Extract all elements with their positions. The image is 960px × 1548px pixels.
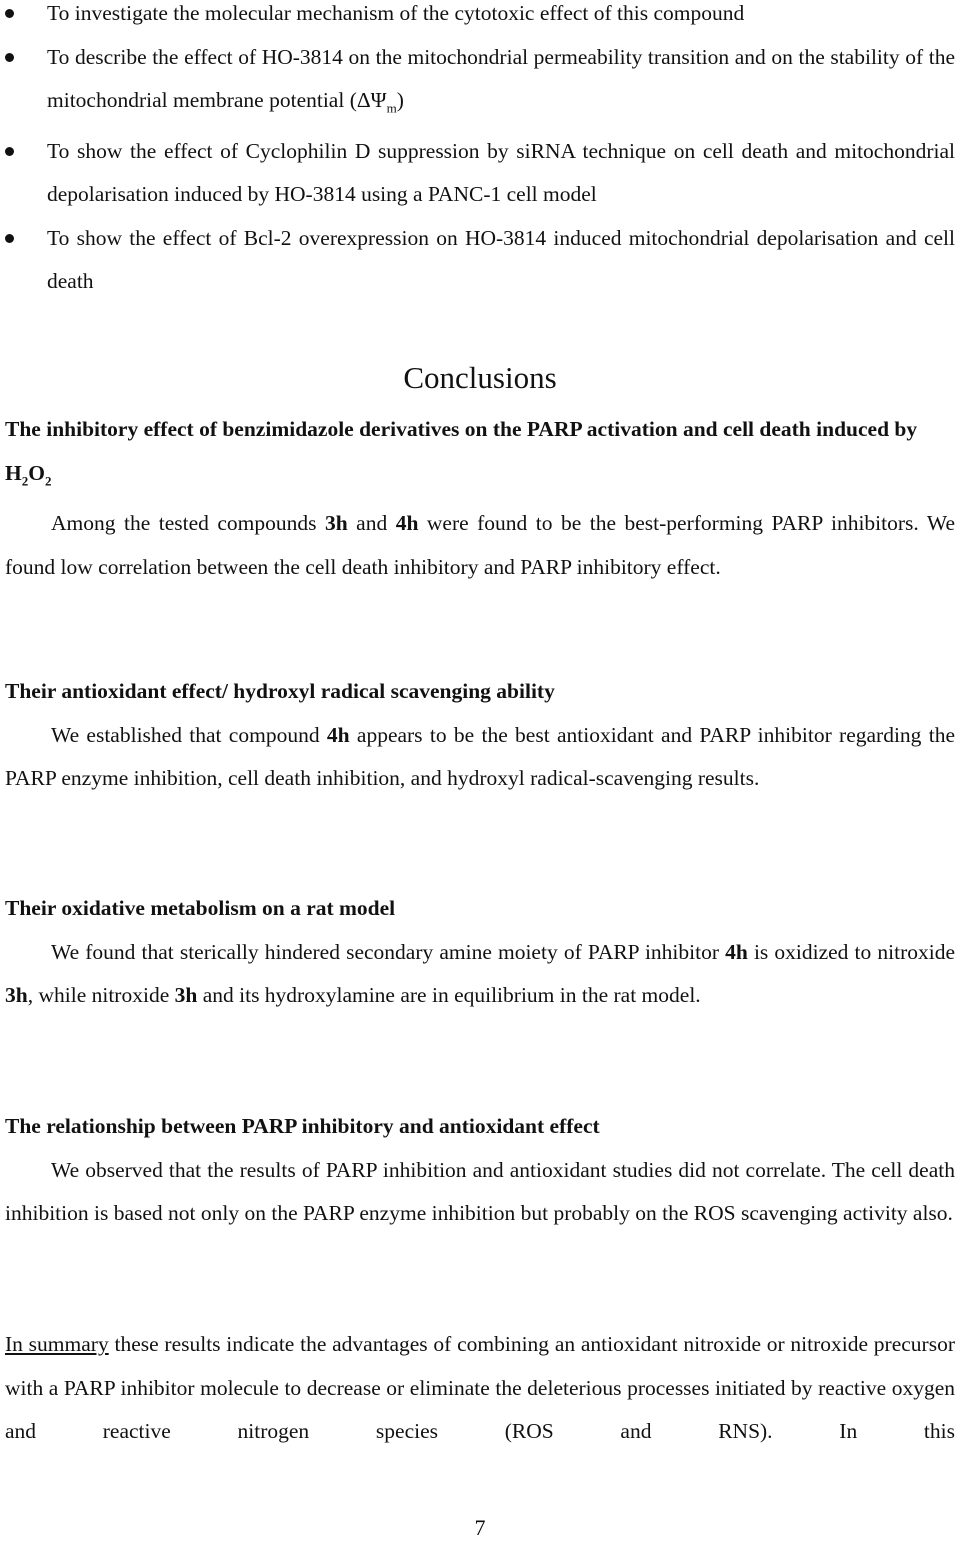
list-item bbox=[5, 130, 955, 217]
paragraph-text: We established that compound bbox=[51, 722, 327, 747]
conclusion-section-3 bbox=[5, 887, 955, 1018]
conclusion-section-4 bbox=[5, 1105, 955, 1236]
summary-paragraph bbox=[5, 1323, 955, 1454]
section-heading bbox=[5, 408, 955, 502]
list-item bbox=[5, 36, 955, 130]
summary-lead: In summary bbox=[5, 1332, 109, 1356]
paragraph-text: were found to be the best-performing PARP inhibitors. We found low correlation between the cell death inhibitory and PARP inhibitory effect. bbox=[5, 511, 955, 579]
subscript: 2 bbox=[21, 472, 29, 488]
section-heading: The relationship between PARP inhibitory and antioxidant effect bbox=[5, 1114, 600, 1138]
conclusions-heading: Conclusions bbox=[403, 360, 557, 395]
heading-text: The inhibitory effect of benzimidazole derivatives on the PARP activation and cell death induced by H bbox=[5, 417, 918, 485]
paragraph-text: We found that sterically hindered secondary amine moiety of PARP inhibitor bbox=[51, 939, 726, 964]
section-paragraph bbox=[5, 502, 955, 589]
section-paragraph bbox=[5, 931, 955, 1018]
page-content bbox=[5, 0, 956, 1443]
compound-label: 3h bbox=[5, 983, 28, 1007]
paragraph-text: these results indicate the advantages of combining an antioxidant nitroxide or nitroxide precursor with a PARP inhibitor molecule to decrease or eliminate the deleterious processes initiated by reactive oxygen and reactive nitrogen species (ROS and RNS). In this bbox=[5, 1332, 955, 1443]
subscript: 2 bbox=[44, 472, 52, 488]
compound-label: 4h bbox=[326, 722, 350, 747]
bullet-icon bbox=[5, 147, 14, 156]
objective-text: To describe the effect of HO-3814 on the mitochondrial permeability transition and on the stability of the mitochondrial membrane potential (ΔΨ bbox=[47, 44, 955, 112]
conclusion-section-2 bbox=[5, 670, 955, 801]
objective-text: To show the effect of Bcl-2 overexpression on HO-3814 induced mitochondrial depolarisation and cell death bbox=[47, 225, 955, 294]
paragraph-text: Among the tested compounds bbox=[51, 511, 325, 536]
section-heading: Their antioxidant effect/ hydroxyl radical scavenging ability bbox=[5, 679, 555, 703]
objective-text: To investigate the molecular mechanism of the cytotoxic effect of this compound bbox=[47, 1, 745, 25]
section-heading: Their oxidative metabolism on a rat model bbox=[5, 896, 396, 920]
compound-label: 4h bbox=[725, 939, 748, 964]
objectives-list bbox=[5, 0, 955, 304]
paragraph-text: is oxidized to nitroxide bbox=[747, 939, 956, 964]
summary-section bbox=[5, 1323, 955, 1454]
compound-label: 4h bbox=[395, 511, 419, 536]
bullet-icon bbox=[5, 9, 14, 18]
paragraph-text: and bbox=[347, 511, 396, 536]
bullet-icon bbox=[5, 234, 14, 243]
compound-label: 3h bbox=[324, 511, 348, 536]
heading-text: O bbox=[28, 460, 45, 485]
paragraph-text: appears to be the best antioxidant and PARP inhibitor regarding the PARP enzyme inhibition, cell death inhibition, and hydroxyl radical-scavenging results. bbox=[5, 722, 955, 790]
paragraph-text: and its hydroxylamine are in equilibrium in the rat model. bbox=[197, 983, 701, 1007]
objective-text: To show the effect of Cyclophilin D suppression by siRNA technique on cell death and mitochondrial depolarisation induced by HO-3814 using a PANC-1 cell model bbox=[47, 138, 955, 207]
bullet-icon bbox=[5, 53, 14, 62]
page-number: 7 bbox=[474, 1515, 486, 1540]
compound-label: 3h bbox=[174, 983, 198, 1007]
conclusion-section-1 bbox=[5, 408, 955, 589]
paragraph-text: , while nitroxide bbox=[27, 983, 175, 1007]
section-paragraph bbox=[5, 714, 955, 801]
subscript: m bbox=[386, 100, 397, 116]
list-item bbox=[5, 217, 955, 304]
objective-text: ) bbox=[396, 88, 404, 112]
section-paragraph: We observed that the results of PARP inhibition and antioxidant studies did not correlate. The cell death inhibition is based not only on the PARP enzyme inhibition but probably on the ROS scavenging activity also. bbox=[5, 1157, 955, 1225]
list-item bbox=[5, 0, 955, 36]
